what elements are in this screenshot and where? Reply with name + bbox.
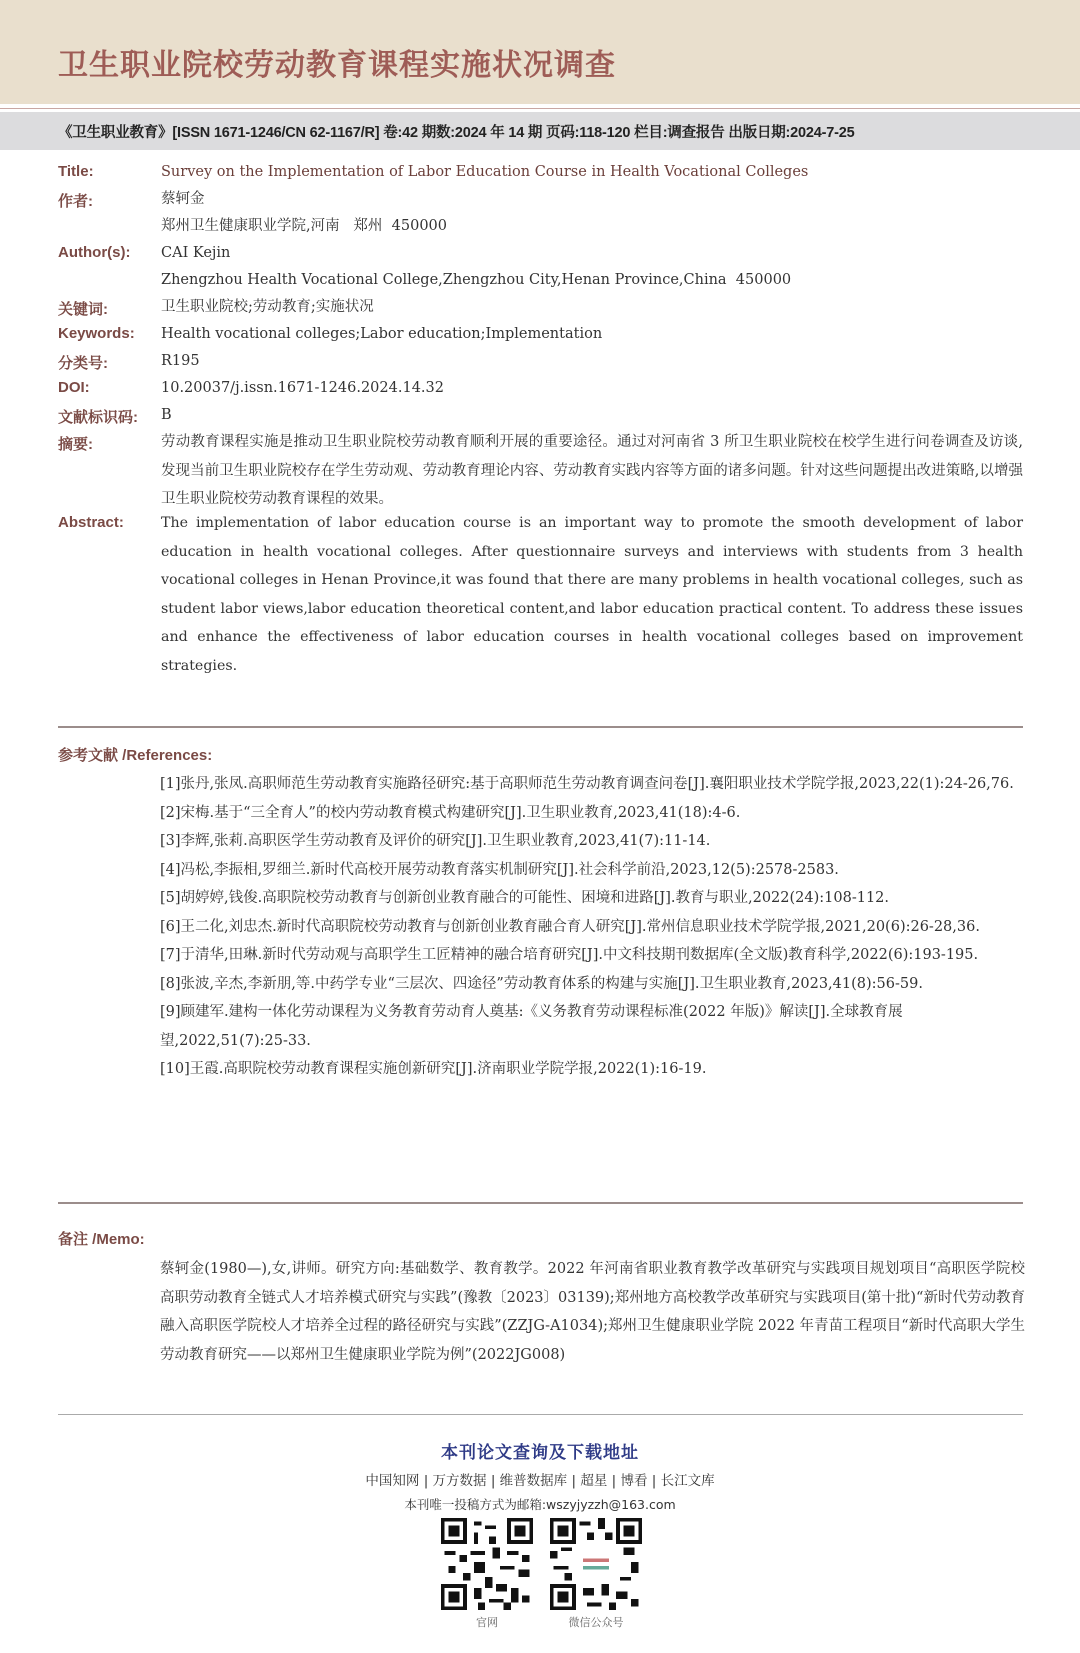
footer-title: 本刊论文查询及下载地址 <box>441 1443 639 1463</box>
abstract-cn-text: 劳动教育课程实施是推动卫生职业院校劳动教育顺利开展的重要途径。通过对河南省 3 所卫生职业院校在校学生进行问卷调查及访谈,发现当前卫生职业院校存在学生劳动观、劳动教育理论内容、劳动教育实践内容等方面的诸多问题。针对这些问题提出改进策略,以增强卫生职业院校劳动教育课程的效果。 <box>161 434 1023 507</box>
qr-code-icon[interactable] <box>441 1518 533 1610</box>
field-label: DOI: <box>58 379 90 396</box>
divider <box>58 1202 1023 1204</box>
reference-item: [1]张丹,张凤.高职师范生劳动教育实施路径研究:基于高职师范生劳动教育调查问卷[J].襄阳职业技术学院学报,2023,22(1):24-26,76. <box>160 776 1014 792</box>
memo-heading: 备注 /Memo: <box>58 1231 145 1248</box>
field-label: Author(s): <box>58 244 131 261</box>
reference-item: [7]于清华,田琳.新时代劳动观与高职学生工匠精神的融合培育研究[J].中文科技期刊数据库(全文版)教育科学,2022(6):193-195. <box>160 947 979 963</box>
field-value: B <box>161 407 172 423</box>
field-label: 摘要: <box>58 436 93 453</box>
field-label: Keywords: <box>58 325 135 342</box>
reference-item: [9]顾建军.建构一体化劳动课程为义务教育劳动育人奠基:《义务教育劳动课程标准(2022 年版)》解读[J].全球教育展望,2022,51(7):25-33. <box>160 1004 903 1049</box>
field-value: 卫生职业院校;劳动教育;实施状况 <box>161 299 374 315</box>
field-label: 文献标识码: <box>58 409 138 426</box>
divider <box>0 108 1080 109</box>
field-value: 郑州卫生健康职业学院,河南 郑州 450000 <box>161 218 448 234</box>
field-label: Title: <box>58 163 94 180</box>
field-label: Abstract: <box>58 514 124 531</box>
memo-text: 蔡轲金(1980—),女,讲师。研究方向:基础数学、教育教学。2022 年河南省职业教育教学改革研究与实践项目规划项目“高职医学院校高职劳动教育全链式人才培养模式研究与实践”(豫教〔2023〕03139);郑州地方高校教学改革研究与实践项目(第十批)“新时代劳动教育融入高职医学院校人才培养全过程的路径研究与实践”(ZZJG-A1034);郑州卫生健康职业学院 2022 年青苗工程项目“新时代高职大学生劳动教育研究——以郑州卫生健康职业学院为例”(2022JG008) <box>160 1261 1025 1363</box>
field-value: R195 <box>161 353 200 369</box>
field-label: 作者: <box>58 193 93 210</box>
journal-meta-bar <box>0 112 1080 150</box>
reference-item: [5]胡婷婷,钱俊.高职院校劳动教育与创新创业教育融合的可能性、困境和进路[J].教育与职业,2022(24):108-112. <box>160 890 890 906</box>
doi-link[interactable]: 10.20037/j.issn.1671-1246.2024.14.32 <box>161 380 444 396</box>
references-heading: 参考文献 /References: <box>58 747 213 764</box>
field-value: 蔡轲金 <box>161 191 205 207</box>
divider <box>58 1414 1023 1415</box>
reference-item: [10]王霞.高职院校劳动教育课程实施创新研究[J].济南职业学院学报,2022(1):16-19. <box>160 1061 707 1077</box>
reference-item: [4]冯松,李振相,罗细兰.新时代高校开展劳动教育落实机制研究[J].社会科学前沿,2023,12(5):2578-2583. <box>160 861 839 878</box>
field-value: Zhengzhou Health Vocational College,Zhengzhou City,Henan Province,China 450000 <box>161 272 792 288</box>
reference-item: [8]张波,辛杰,李新朋,等.中药学专业“三层次、四途径”劳动教育体系的构建与实施[J].卫生职业教育,2023,41(8):56-59. <box>160 975 923 992</box>
page-title: 卫生职业院校劳动教育课程实施状况调查 <box>58 48 616 83</box>
qr-caption: 官网 <box>476 1616 498 1629</box>
field-value: CAI Kejin <box>161 245 231 261</box>
field-label: 关键词: <box>58 301 108 318</box>
database-links[interactable]: 中国知网 | 万方数据 | 维普数据库 | 超星 | 博看 | 长江文库 <box>365 1473 715 1489</box>
qr-caption: 微信公众号 <box>568 1616 624 1629</box>
reference-item: [3]李辉,张莉.高职医学生劳动教育及评价的研究[J].卫生职业教育,2023,41(7):11-14. <box>160 833 711 849</box>
references-list <box>160 770 1025 1084</box>
reference-item: [6]王二化,刘忠杰.新时代高职院校劳动教育与创新创业教育融合育人研究[J].常州信息职业技术学院学报,2021,20(6):26-28,36. <box>160 918 980 935</box>
download-info <box>0 1438 1080 1513</box>
divider <box>58 726 1023 728</box>
reference-item: [2]宋梅.基于“三全育人”的校内劳动教育模式构建研究[J].卫生职业教育,2023,41(18):4-6. <box>160 804 741 821</box>
qr-code-icon[interactable] <box>550 1518 642 1610</box>
abstract-en-text: The implementation of labor education course is an important way to promote the smooth development of labor education in health vocational colleges. After questionnaire surveys and interviews with students from 3 health vocational colleges in Henan Province,it was found that there are many problems in health vocational colleges, such as student labor views,labor education theoretical content,and labor education practical content. To address these issues and enhance the effectiveness of labor education courses in health vocational colleges based on improvement strategies. <box>161 515 1023 674</box>
journal-meta: 《卫生职业教育》[ISSN 1671-1246/CN 62-1167/R] 卷:42 期数:2024 年 14 期 页码:118-120 栏目:调查报告 出版日期:2024-7-25 <box>58 125 855 141</box>
title-banner <box>0 0 1080 104</box>
field-value: Health vocational colleges;Labor education;Implementation <box>161 326 603 342</box>
field-label: 分类号: <box>58 355 108 372</box>
field-value: Survey on the Implementation of Labor Education Course in Health Vocational Colleges <box>161 164 809 180</box>
submission-email[interactable]: 本刊唯一投稿方式为邮箱:wszyjyzzh@163.com <box>404 1497 676 1512</box>
